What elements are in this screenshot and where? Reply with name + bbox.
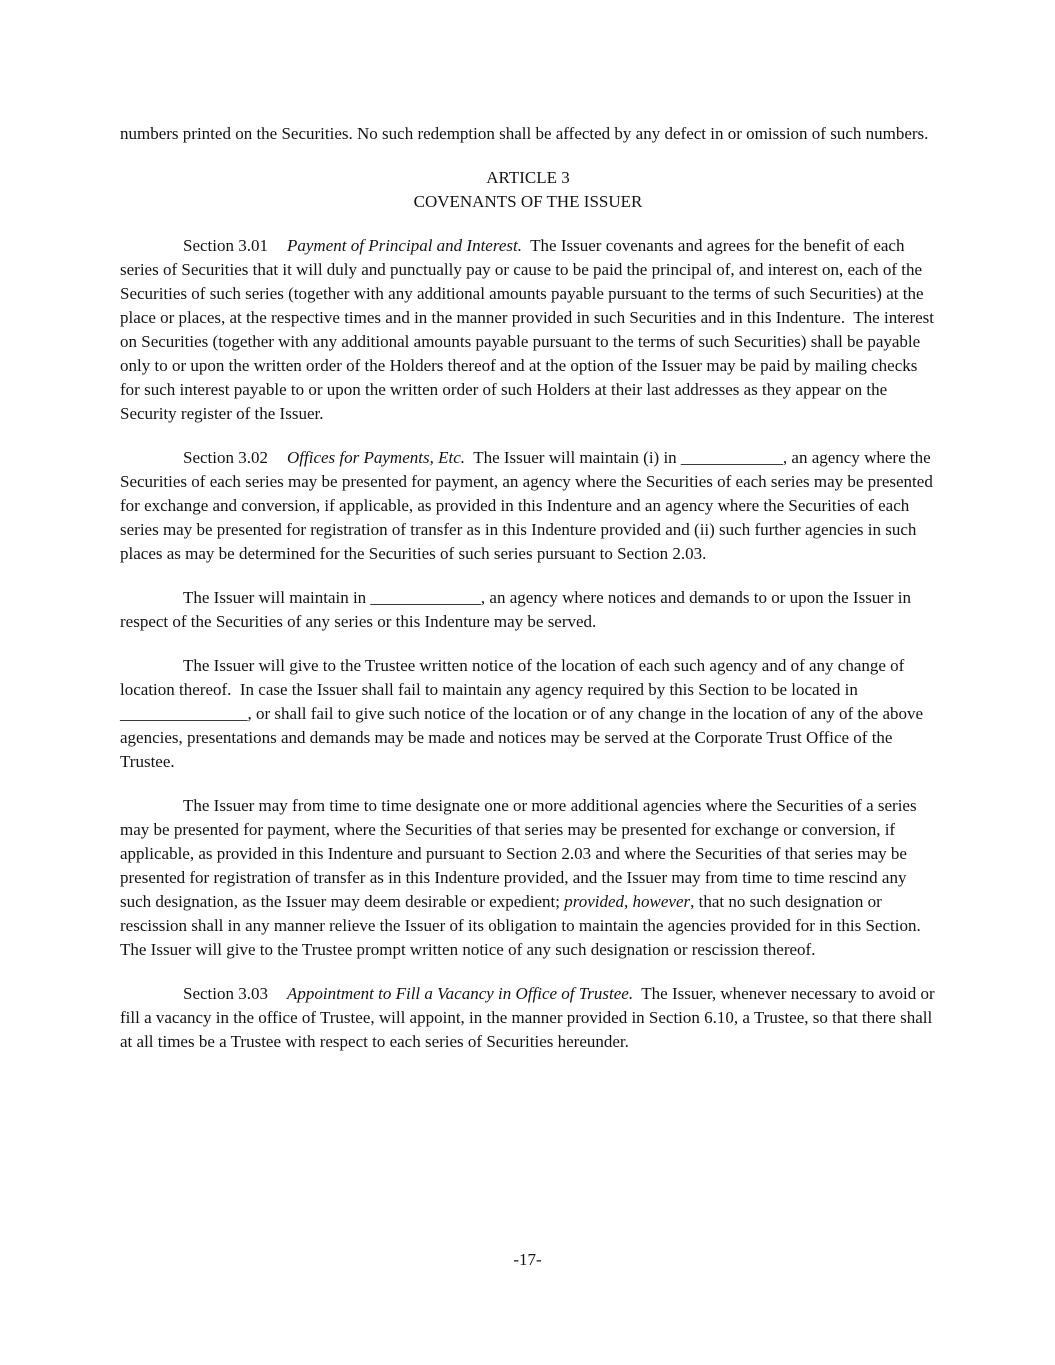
section-3-01-label: Section 3.01 [183, 236, 268, 255]
section-3-03-body: The Issuer, whenever necessary to avoid or fill a vacancy in the office of Trustee, will appoint, in the manner provided in Section 6.10, a Trustee, so that there shall at all times be a Trustee with respect to each series of Securities hereunder. [120, 984, 939, 1051]
paragraph-continuation [120, 122, 936, 146]
section-3-01-title: Payment of Principal and Interest. [287, 236, 522, 255]
article-heading [120, 166, 936, 214]
article-number: ARTICLE 3 [486, 168, 570, 187]
page-footer [0, 1248, 1055, 1272]
section-3-01-body: The Issuer covenants and agrees for the benefit of each series of Securities that it will duly and punctually pay or cause to be paid the principal of, and interest on, each of the Securities of such series (together with any additional amounts payable pursuant to the terms of such Securities) at the place or places, at the respective times and in the manner provided in such Securities and in this Indenture. The interest on Securities (together with any additional amounts payable pursuant to the terms of such Securities) shall be payable only to or upon the written order of the Holders thereof and at the option of the Issuer may be paid by mailing checks for such interest payable to or upon the written order of such Holders at their last addresses as they appear on the Security register of the Issuer. [120, 236, 939, 423]
paragraph-maintain-agency-text: The Issuer will maintain in _____________, an agency where notices and demands to or upon the Issuer in respect of the Securities of any series or this Indenture may be served. [120, 588, 916, 631]
paragraph-additional-agencies-lead: The Issuer may from time to time designate one or more additional agencies where the Securities of a series may be presented for payment, where the Securities of that series may be presented for exchange or conversion, if applicable, as provided in this Indenture and pursuant to Section 2.03 and where the Securities of that series may be presented for registration of transfer as in this Indenture provided, and the Issuer may from time to time rescind any such designation, as the Issuer may deem desirable or expedient; [120, 796, 921, 911]
article-title: COVENANTS OF THE ISSUER [413, 192, 643, 211]
section-3-02-title: Offices for Payments, Etc. [287, 448, 465, 467]
paragraph-maintain-agency [120, 586, 936, 634]
paragraph-trustee-notice [120, 654, 936, 774]
section-3-03-title: Appointment to Fill a Vacancy in Office of Trustee. [287, 984, 634, 1003]
paragraph-section-3-03 [120, 982, 939, 1054]
paragraph-additional-agencies-tail: , that no such designation or rescission shall in any manner relieve the Issuer of its obligation to maintain the agencies provided for in this Section. The Issuer will give to the Trustee prompt written notice of any such designation or rescission thereof. [120, 892, 929, 959]
paragraph-additional-agencies [120, 794, 936, 962]
paragraph-trustee-notice-text: The Issuer will give to the Trustee written notice of the location of each such agency and of any change of location thereof. In case the Issuer shall fail to maintain any agency required by this Section to be located in _______________, or shall fail to give such notice of the location or of any change in the location of any of the above agencies, presentations and demands may be made and notices may be served at the Corporate Trust Office of the Trustee. [120, 656, 928, 771]
paragraph-continuation-text: numbers printed on the Securities. No such redemption shall be affected by any defect in or omission of such numbers. [120, 124, 929, 143]
paragraph-section-3-02 [120, 446, 936, 566]
paragraph-section-3-01 [120, 234, 939, 426]
paragraph-additional-agencies-separator: , [624, 892, 633, 911]
section-3-02-body: The Issuer will maintain (i) in ____________, an agency where the Securities of each series may be presented for payment, an agency where the Securities of each series may be presented for exchange and conversion, if applicable, as provided in this Indenture and an agency where the Securities of each series may be presented for registration of transfer as in this Indenture provided and (ii) such further agencies in such places as may be determined for the Securities of such series pursuant to Section 2.03. [120, 448, 938, 563]
paragraph-additional-agencies-however: however [632, 892, 691, 911]
section-3-03-label: Section 3.03 [183, 984, 268, 1003]
document-content [120, 122, 939, 1074]
page-number: -17- [513, 1250, 542, 1269]
paragraph-additional-agencies-provided: provided [564, 892, 625, 911]
section-3-02-label: Section 3.02 [183, 448, 268, 467]
